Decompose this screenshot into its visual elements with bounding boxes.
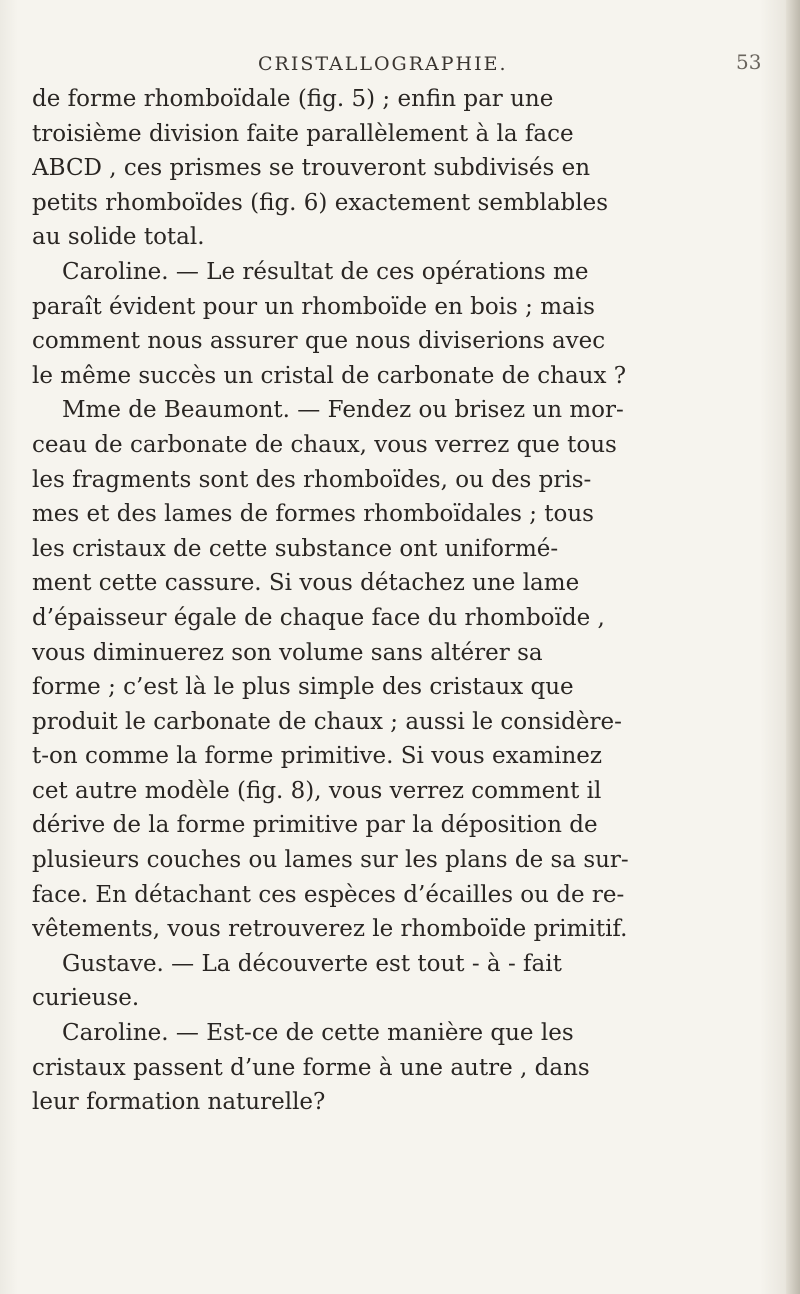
speaker-line-caroline: Caroline. — Le résultat de ces opérations me xyxy=(62,258,589,285)
text-line: d’épaisseur égale de chaque face du rhomboïde , xyxy=(32,604,605,631)
text-line: les cristaux de cette substance ont uniformé- xyxy=(32,535,559,562)
text-line: cet autre modèle (fig. 8), vous verrez comment il xyxy=(32,777,602,804)
speaker-line-beaumont: Mme de Beaumont. — Fendez ou brisez un mor- xyxy=(62,397,624,424)
text-line: leur formation naturelle? xyxy=(32,1089,326,1116)
page-number: 53 xyxy=(736,50,762,74)
text-line: ceau de carbonate de chaux, vous verrez que tous xyxy=(32,431,617,458)
text-line: cristaux passent d’une forme à une autre , dans xyxy=(32,1054,590,1081)
text-line: plusieurs couches ou lames sur les plans de sa sur- xyxy=(32,847,629,874)
text-line: curieuse. xyxy=(32,985,140,1012)
text-line: t-on comme la forme primitive. Si vous examinez xyxy=(32,743,602,770)
running-title: CRISTALLOGRAPHIE. xyxy=(258,53,508,75)
text-line: de forme rhomboïdale (fig. 5) ; enfin par une xyxy=(32,86,554,112)
text-line: produit le carbonate de chaux ; aussi le considère- xyxy=(32,708,622,735)
text-line: forme ; c’est là le plus simple des cristaux que xyxy=(32,674,574,701)
text-line: comment nous assurer que nous diviserions avec xyxy=(32,328,606,355)
speaker-line-caroline: Caroline. — Est-ce de cette manière que les xyxy=(62,1020,574,1047)
running-head xyxy=(0,50,800,80)
text-line: vous diminuerez son volume sans altérer sa xyxy=(32,639,543,666)
text-line: au solide total. xyxy=(32,224,205,251)
text-line: ABCD , ces prismes se trouveront subdivisés en xyxy=(32,155,591,182)
page-edge xyxy=(786,0,800,1294)
text-line: mes et des lames de formes rhomboïdales ; tous xyxy=(32,501,594,528)
text-line: ment cette cassure. Si vous détachez une lame xyxy=(32,570,580,597)
text-line: dérive de la forme primitive par la déposition de xyxy=(32,812,598,839)
text-line: paraît évident pour un rhomboïde en bois ; mais xyxy=(32,293,595,320)
text-line: le même succès un cristal de carbonate de chaux ? xyxy=(32,362,627,389)
text-line: petits rhomboïdes (fig. 6) exactement semblables xyxy=(32,189,609,216)
text-line: troisième division faite parallèlement à la face xyxy=(32,120,574,147)
body-text xyxy=(32,82,760,1120)
text-line: les fragments sont des rhomboïdes, ou des pris- xyxy=(32,466,592,493)
speaker-line-gustave: Gustave. — La découverte est tout - à - fait xyxy=(62,950,562,977)
text-line: face. En détachant ces espèces d’écailles ou de re- xyxy=(32,881,625,908)
text-line: vêtements, vous retrouverez le rhomboïde primitif. xyxy=(32,916,628,943)
